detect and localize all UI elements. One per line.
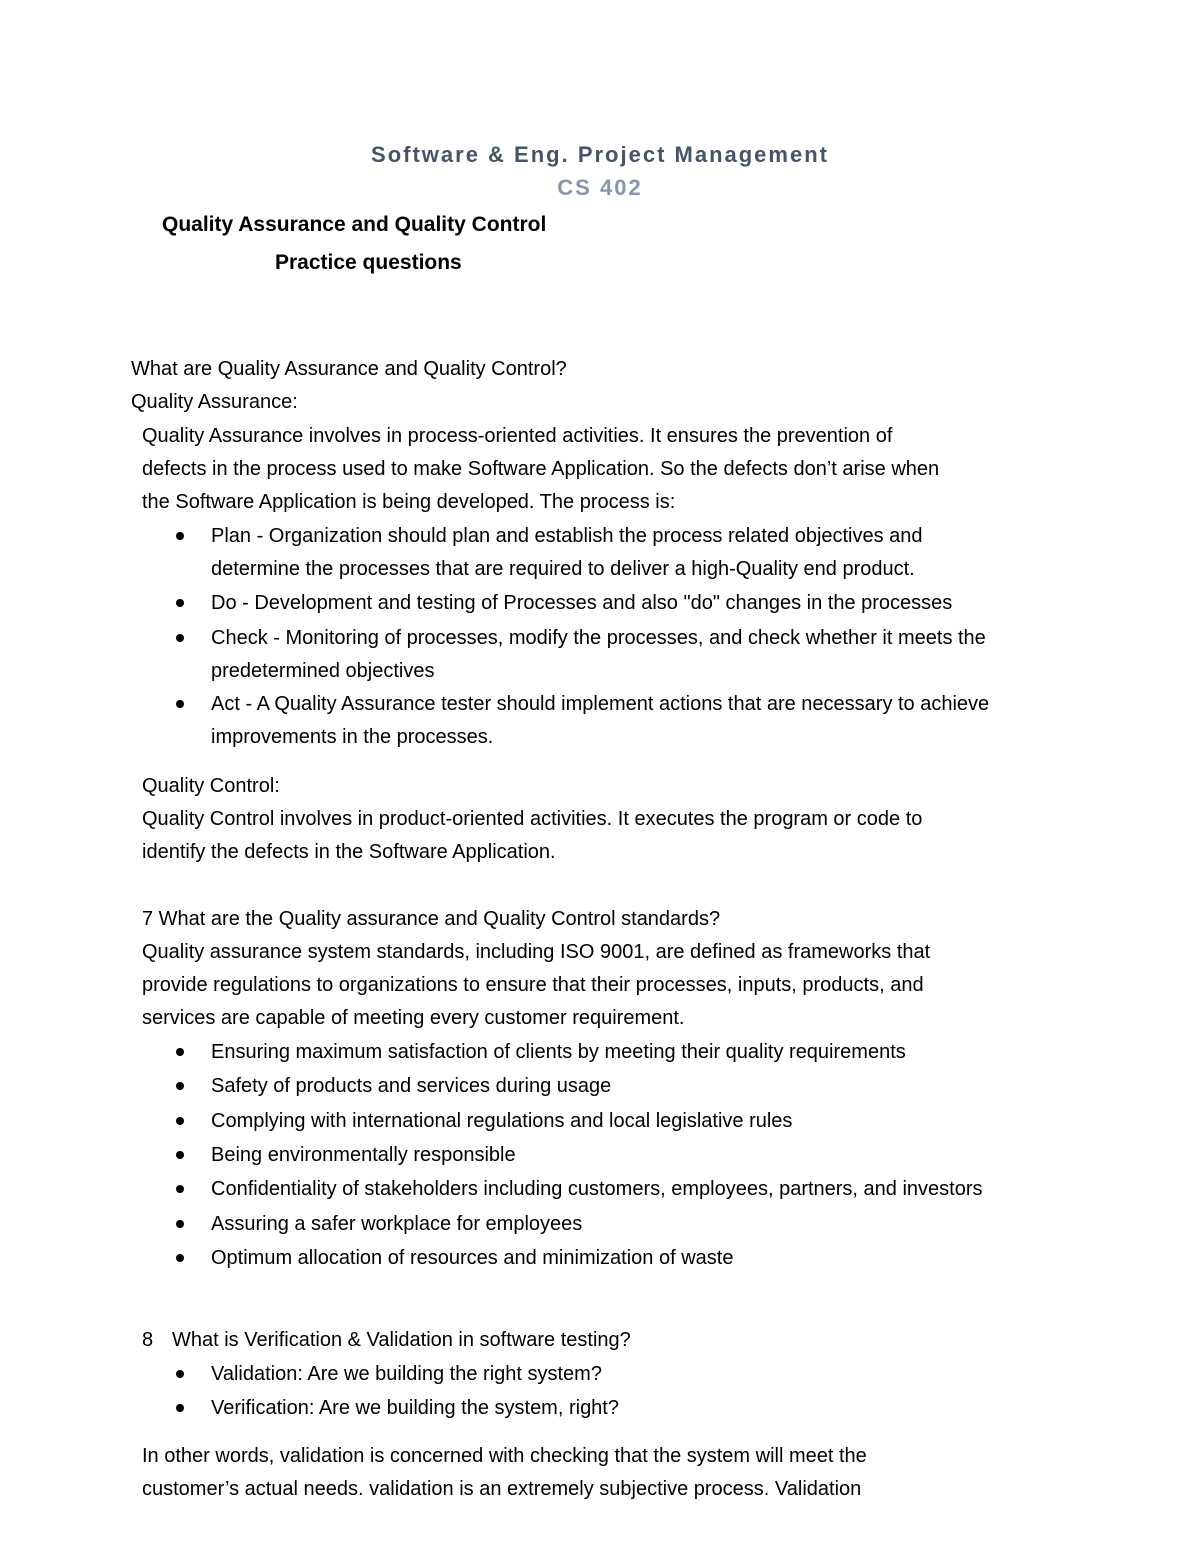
course-title: Software & Eng. Project Management: [371, 142, 829, 167]
bullet-icon: [176, 532, 184, 540]
list-item: Being environmentally responsible: [211, 1144, 516, 1166]
list-item: Plan - Organization should plan and establish the process related objectives and: [211, 525, 923, 547]
qc-para-line: Quality Control involves in product-oriented activities. It executes the program or code to: [142, 808, 923, 830]
bullet-icon: [176, 1185, 184, 1193]
s8-para-line: customer’s actual needs. validation is an extremely subjective process. Validation: [142, 1478, 862, 1500]
question-7: 7 What are the Quality assurance and Quality Control standards?: [142, 908, 721, 930]
list-item: Do - Development and testing of Processes and also "do" changes in the processes: [211, 592, 953, 614]
list-item: Validation: Are we building the right system?: [211, 1363, 602, 1385]
list-item: Optimum allocation of resources and minimization of waste: [211, 1247, 734, 1269]
list-item: Safety of products and services during usage: [211, 1075, 612, 1097]
question-8: What is Verification & Validation in software testing?: [172, 1329, 631, 1351]
bullet-icon: [176, 1370, 184, 1378]
s7-para-line: Quality assurance system standards, including ISO 9001, are defined as frameworks that: [142, 941, 931, 963]
doc-title: Quality Assurance and Quality Control: [162, 213, 547, 236]
bullet-icon: [176, 634, 184, 642]
list-item: Check - Monitoring of processes, modify the processes, and check whether it meets the: [211, 627, 986, 649]
doc-subtitle: Practice questions: [275, 251, 462, 274]
qc-para-line: identify the defects in the Software Application.: [142, 841, 556, 863]
s7-para-line: services are capable of meeting every customer requirement.: [142, 1007, 685, 1029]
bullet-icon: [176, 1082, 184, 1090]
question-qa-qc: What are Quality Assurance and Quality Control?: [131, 358, 567, 380]
list-item: Confidentiality of stakeholders including customers, employees, partners, and investors: [211, 1178, 983, 1200]
bullet-icon: [176, 1220, 184, 1228]
list-item-continued: determine the processes that are required to deliver a high-Quality end product.: [211, 558, 915, 580]
list-item: Act - A Quality Assurance tester should implement actions that are necessary to achieve: [211, 693, 990, 715]
bullet-icon: [176, 1404, 184, 1412]
qa-label: Quality Assurance:: [131, 391, 298, 413]
bullet-icon: [176, 599, 184, 607]
question-8-number: 8: [142, 1329, 154, 1351]
bullet-icon: [176, 1151, 184, 1159]
list-item-continued: predetermined objectives: [211, 660, 435, 682]
bullet-icon: [176, 1117, 184, 1125]
list-item: Complying with international regulations and local legislative rules: [211, 1110, 793, 1132]
qc-label: Quality Control:: [142, 775, 280, 797]
s8-para-line: In other words, validation is concerned with checking that the system will meet the: [142, 1445, 867, 1467]
qa-para-line: Quality Assurance involves in process-oriented activities. It ensures the prevention of: [142, 425, 893, 447]
list-item: Ensuring maximum satisfaction of clients by meeting their quality requirements: [211, 1041, 906, 1063]
bullet-icon: [176, 1048, 184, 1056]
bullet-icon: [176, 700, 184, 708]
course-code: CS 402: [557, 175, 643, 200]
bullet-icon: [176, 1254, 184, 1262]
s7-para-line: provide regulations to organizations to ensure that their processes, inputs, products, and: [142, 974, 924, 996]
list-item-continued: improvements in the processes.: [211, 726, 494, 748]
list-item: Assuring a safer workplace for employees: [211, 1213, 583, 1235]
qa-para-line: the Software Application is being developed. The process is:: [142, 491, 676, 513]
qa-para-line: defects in the process used to make Software Application. So the defects don’t arise when: [142, 458, 940, 480]
list-item: Verification: Are we building the system, right?: [211, 1397, 619, 1419]
